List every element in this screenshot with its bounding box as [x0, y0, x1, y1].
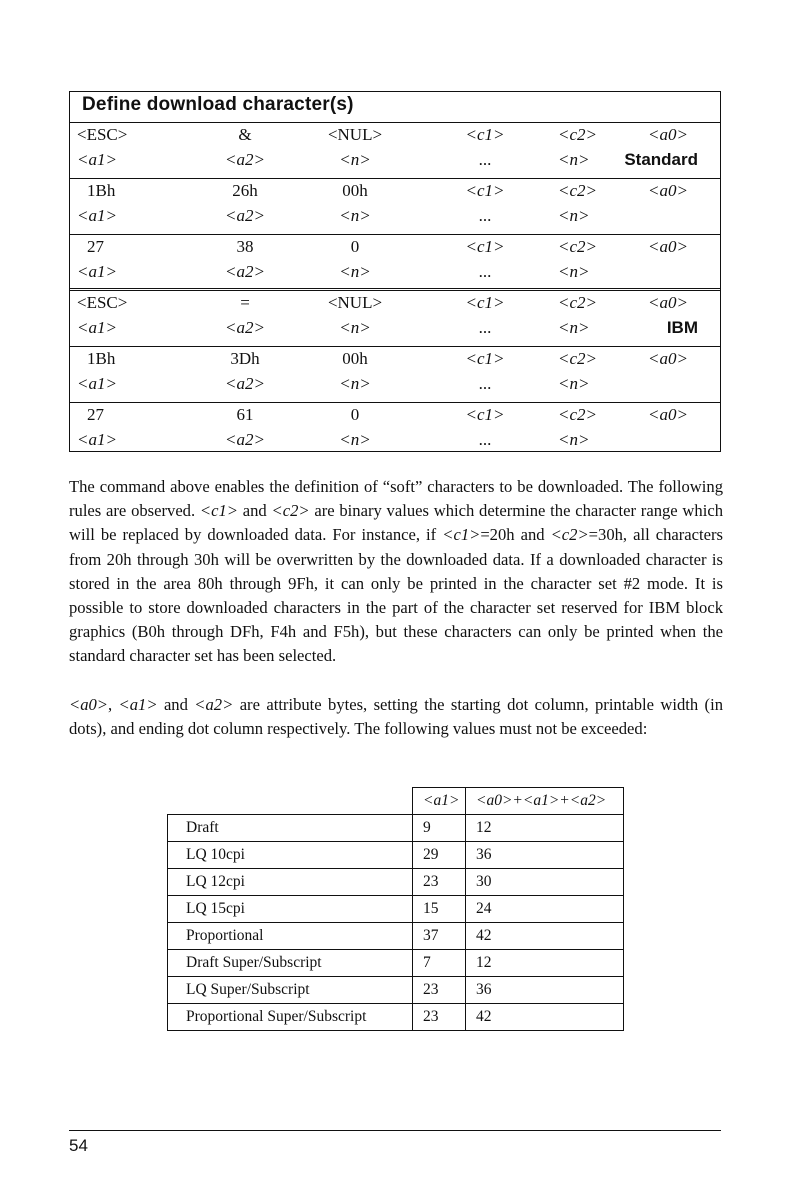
command-cell: ...	[478, 262, 492, 281]
command-cell: <c2>	[558, 405, 597, 424]
command-cell: <a1>	[77, 262, 117, 281]
command-cell: 61	[236, 405, 254, 424]
a1-value-cell: 29	[413, 842, 466, 869]
command-cell: <a2>	[225, 206, 265, 225]
a1-value-cell: 9	[413, 815, 466, 842]
command-cell: 3Dh	[230, 349, 260, 368]
attribute-paragraph: <a0>, <a1> and <a2> are attribute bytes, setting the starting dot column, printable width (in dots), and ending dot column respectively. The following values must not be exceeded:	[69, 695, 723, 739]
row-separator	[70, 234, 720, 235]
limits-row	[168, 842, 624, 869]
command-cell: <a2>	[225, 374, 265, 393]
download-command-box	[69, 91, 721, 452]
page-number: 54	[69, 1136, 88, 1155]
command-cell: 26h	[232, 181, 258, 200]
command-cell: <n>	[558, 374, 590, 393]
a1-value-cell: 23	[413, 977, 466, 1004]
command-cell: <a0>	[648, 125, 688, 144]
mode-cell: LQ Super/Subscript	[168, 977, 413, 1004]
command-cell: <a1>	[77, 374, 117, 393]
limits-header-row	[168, 788, 624, 815]
command-cell: <c1>	[465, 125, 505, 144]
sum-value-cell: 24	[466, 896, 624, 923]
command-cell: <NUL>	[327, 293, 383, 312]
command-title: Define download character(s)	[82, 94, 354, 115]
sum-value-cell: 36	[466, 842, 624, 869]
limits-row	[168, 896, 624, 923]
a1-value-cell: 7	[413, 950, 466, 977]
limits-row	[168, 977, 624, 1004]
command-cell: <c1>	[465, 237, 505, 256]
mode-cell: Proportional Super/Subscript	[168, 1004, 413, 1031]
mode-cell: Proportional	[168, 923, 413, 950]
command-cell: 0	[350, 237, 360, 256]
command-cell: <n>	[558, 262, 590, 281]
command-cell: <c1>	[465, 181, 505, 200]
command-cell: <n>	[558, 318, 590, 337]
command-cell: <n>	[339, 318, 371, 337]
command-cell: <a0>	[648, 405, 688, 424]
command-cell: <n>	[339, 206, 371, 225]
row-separator	[70, 178, 720, 179]
mode-cell: Draft Super/Subscript	[168, 950, 413, 977]
limits-row	[168, 815, 624, 842]
command-cell: <a2>	[225, 430, 265, 449]
limits-header-sum: <a0>+<a1>+<a2>	[466, 788, 624, 815]
command-cell: ...	[478, 430, 492, 449]
a1-value-cell: 23	[413, 869, 466, 896]
sum-value-cell: 42	[466, 1004, 624, 1031]
character-set-label: Standard	[624, 150, 698, 169]
sum-value-cell: 30	[466, 869, 624, 896]
sum-value-cell: 42	[466, 923, 624, 950]
command-cell: 1Bh	[87, 349, 116, 368]
command-cell: 38	[236, 237, 254, 256]
command-cell: 00h	[342, 349, 368, 368]
command-cell: ...	[478, 150, 492, 169]
limits-table	[167, 787, 624, 1031]
footer-rule	[69, 1130, 721, 1131]
command-cell: <a1>	[77, 150, 117, 169]
command-cell: <c2>	[558, 349, 597, 368]
command-cell: &	[238, 125, 252, 144]
command-cell: ...	[478, 318, 492, 337]
command-cell: ...	[478, 374, 492, 393]
command-cell: 0	[350, 405, 360, 424]
command-cell: <a0>	[648, 237, 688, 256]
row-separator	[70, 402, 720, 403]
command-cell: <a0>	[648, 349, 688, 368]
mode-cell: LQ 10cpi	[168, 842, 413, 869]
command-cell: <c2>	[558, 293, 597, 312]
a1-value-cell: 37	[413, 923, 466, 950]
limits-header-a1: <a1>	[413, 788, 466, 815]
limits-header-blank	[168, 788, 413, 815]
command-cell: <ESC>	[77, 125, 128, 144]
command-cell: <n>	[339, 430, 371, 449]
command-cell: <a2>	[225, 262, 265, 281]
command-cell: <n>	[558, 206, 590, 225]
command-cell: <a2>	[225, 150, 265, 169]
command-cell: <c1>	[465, 349, 505, 368]
limits-row	[168, 923, 624, 950]
command-cell: <a2>	[225, 318, 265, 337]
mode-cell: LQ 12cpi	[168, 869, 413, 896]
row-separator	[70, 122, 720, 123]
row-separator	[70, 288, 720, 291]
command-cell: <c2>	[558, 237, 597, 256]
a1-value-cell: 15	[413, 896, 466, 923]
command-cell: 27	[87, 237, 104, 256]
command-cell: <NUL>	[327, 125, 383, 144]
command-cell: <ESC>	[77, 293, 128, 312]
command-cell: <a0>	[648, 293, 688, 312]
command-cell: <n>	[558, 430, 590, 449]
mode-cell: LQ 15cpi	[168, 896, 413, 923]
command-cell: <n>	[339, 374, 371, 393]
command-cell: =	[240, 293, 250, 312]
command-cell: ...	[478, 206, 492, 225]
command-cell: 00h	[342, 181, 368, 200]
command-cell: <n>	[339, 150, 371, 169]
command-cell: <a1>	[77, 318, 117, 337]
row-separator	[70, 346, 720, 347]
command-cell: 1Bh	[87, 181, 116, 200]
command-cell: <a0>	[648, 181, 688, 200]
limits-row	[168, 950, 624, 977]
command-cell: 27	[87, 405, 104, 424]
command-cell: <a1>	[77, 430, 117, 449]
a1-value-cell: 23	[413, 1004, 466, 1031]
limits-row	[168, 1004, 624, 1031]
command-cell: <c1>	[465, 293, 505, 312]
command-cell: <c2>	[558, 181, 597, 200]
sum-value-cell: 12	[466, 815, 624, 842]
command-cell: <c2>	[558, 125, 597, 144]
sum-value-cell: 36	[466, 977, 624, 1004]
limits-row	[168, 869, 624, 896]
command-cell: <c1>	[465, 405, 505, 424]
command-cell: <a1>	[77, 206, 117, 225]
character-set-label: IBM	[666, 318, 698, 337]
command-cell: <n>	[339, 262, 371, 281]
mode-cell: Draft	[168, 815, 413, 842]
sum-value-cell: 12	[466, 950, 624, 977]
command-cell: <n>	[558, 150, 590, 169]
description-paragraph: The command above enables the definition of “soft” characters to be downloaded. The following rules are observed. <c1> and <c2> are binary values which determine the character range which will be replaced by downloaded data. For instance, if <c1>=20h and <c2>=30h, all characters from 20h through 30h will be overwritten by the downloaded data. If a downloaded character is stored in the area 80h through 9Fh, it can only be printed in the character set #2 mode. It is possible to store downloaded characters in the part of the character set reserved for IBM block graphics (B0h through DFh, F4h and F5h), but these characters can only be printed when the standard character set has been selected.	[69, 477, 723, 666]
